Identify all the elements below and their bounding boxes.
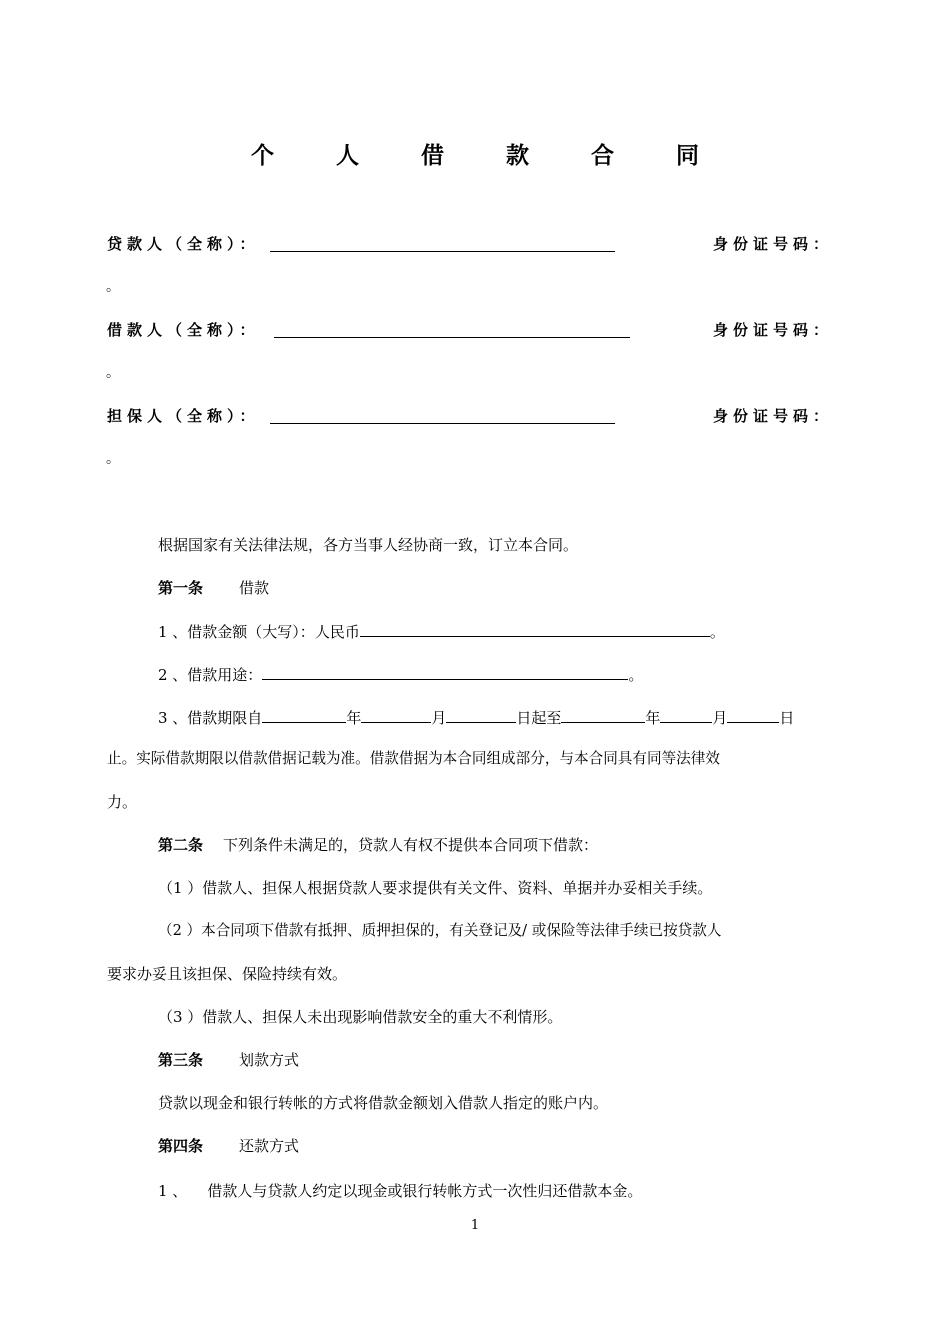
article1-item3: 3 、借款期限自 年 月 日起至 年 月 日 <box>158 705 838 730</box>
article1-item3-end: 力。 <box>107 793 138 811</box>
article2-condition2-continuation: 要求办妥且该担保、保险持续有效。 <box>107 965 348 983</box>
start-day-blank <box>446 705 516 723</box>
borrower-id-label: 身份证号码： <box>712 321 833 339</box>
page-number: 1 <box>470 1218 480 1233</box>
article1-item2: 2 、借款用途： 。 <box>158 662 838 687</box>
loan-purpose-blank <box>262 662 628 680</box>
start-month-blank <box>361 705 431 723</box>
borrower-name-blank <box>274 337 630 338</box>
borrower-line <box>107 318 833 342</box>
article2-title: 下列条件未满足的，贷款人有权不提供本合同项下借款： <box>223 836 599 854</box>
article4-item1: 1 、 借款人与贷款人约定以现金或银行转帐方式一次性归还借款本金。 <box>158 1182 643 1200</box>
intro-paragraph: 根据国家有关法律法规，各方当事人经协商一致，订立本合同。 <box>158 536 579 554</box>
article1-number: 第一条 <box>158 579 204 597</box>
article2-heading <box>158 833 838 857</box>
document-title: 个 人 借 款 合 同 <box>250 143 727 169</box>
guarantor-label: 担保人（全称）： <box>107 407 260 425</box>
article3-heading <box>158 1048 838 1072</box>
guarantor-line <box>107 404 833 428</box>
borrower-end-mark: 。 <box>106 365 120 381</box>
article2-number: 第二条 <box>158 836 204 854</box>
article2-condition1: （1 ）借款人、担保人根据贷款人要求提供有关文件、资料、单据并办妥相关手续。 <box>158 879 713 897</box>
article1-title: 借款 <box>239 579 270 597</box>
end-year-blank <box>561 705 645 723</box>
lender-label: 贷款人（全称）： <box>107 235 260 253</box>
article1-item3-continuation: 止。实际借款期限以借款借据记载为准。借款借据为本合同组成部分，与本合同具有同等法律效 <box>107 750 720 767</box>
guarantor-name-blank <box>270 423 615 424</box>
start-year-blank <box>262 705 346 723</box>
article3-text: 贷款以现金和银行转帐的方式将借款金额划入借款人指定的账户内。 <box>158 1094 609 1112</box>
loan-amount-blank <box>360 619 710 637</box>
article2-condition2: （2 ）本合同项下借款有抵押、质押担保的，有关登记及/ 或保险等法律手续已按贷款人 <box>158 922 722 939</box>
article3-number: 第三条 <box>158 1051 204 1069</box>
lender-id-label: 身份证号码： <box>712 235 833 253</box>
article4-heading <box>158 1134 838 1158</box>
end-day-blank <box>727 705 779 723</box>
borrower-label: 借款人（全称）： <box>107 321 260 339</box>
lender-name-blank <box>270 251 615 252</box>
lender-end-mark: 。 <box>106 279 120 295</box>
article2-condition3: （3 ）借款人、担保人未出现影响借款安全的重大不利情形。 <box>158 1008 563 1026</box>
article1-item1: 1 、借款金额（大写）：人民币 。 <box>158 619 838 644</box>
lender-line <box>107 232 833 256</box>
guarantor-id-label: 身份证号码： <box>712 407 833 425</box>
article4-number: 第四条 <box>158 1137 204 1155</box>
article3-title: 划款方式 <box>239 1051 300 1069</box>
article4-title: 还款方式 <box>239 1137 300 1155</box>
guarantor-end-mark: 。 <box>106 451 120 467</box>
end-month-blank <box>660 705 712 723</box>
article1-heading <box>158 576 838 600</box>
